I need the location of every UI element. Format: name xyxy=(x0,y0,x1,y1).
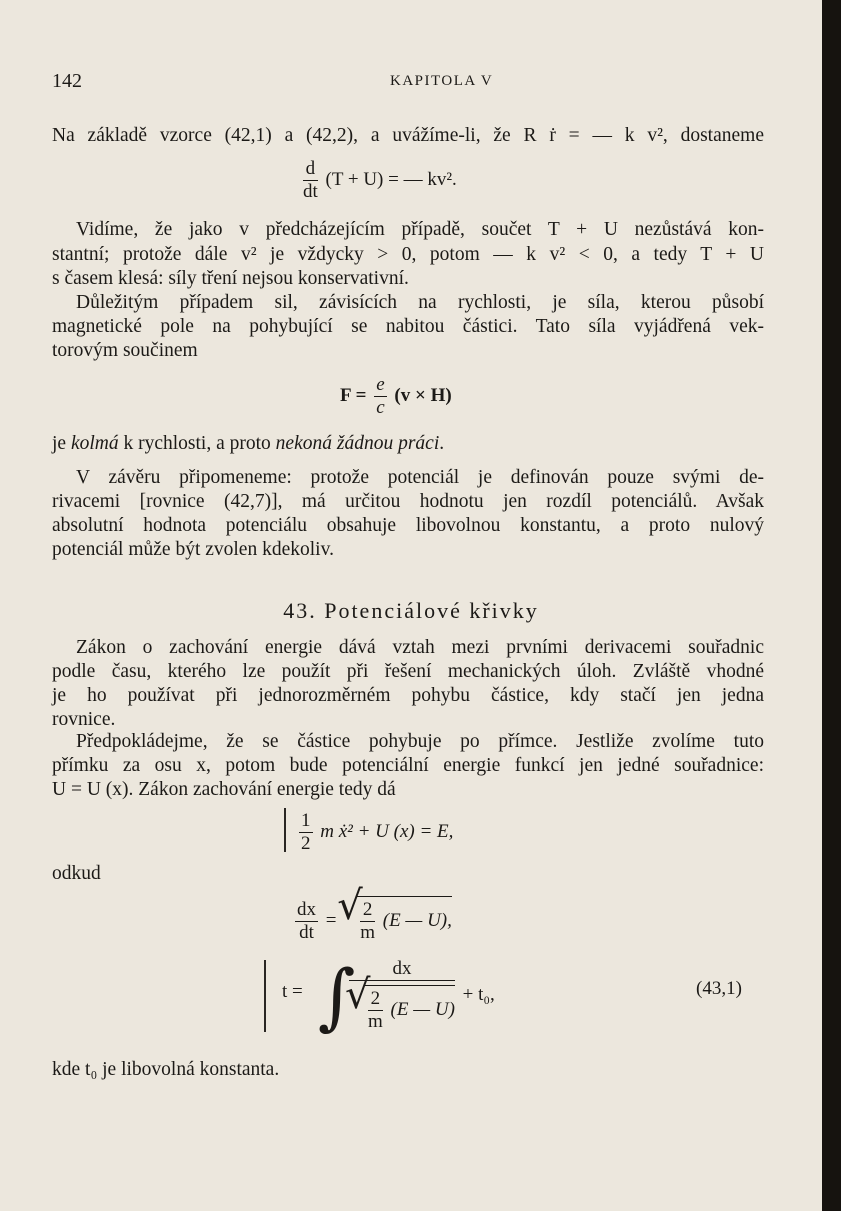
para2-line1: Vidíme, že jako v předcházejícím případě, součet T + U nezůstává kon- xyxy=(76,219,764,240)
dx-dt-fraction xyxy=(295,899,318,944)
margin-mark xyxy=(284,808,286,852)
frac-numerator: √ 2 xyxy=(368,988,383,1011)
frac-numerator: dx xyxy=(297,899,316,920)
para5-line4: potenciál může být zvolen kdekoliv. xyxy=(52,539,334,560)
two-over-m-fraction xyxy=(368,988,383,1033)
text-segment: . xyxy=(439,433,445,454)
square-root xyxy=(341,896,452,944)
emphasis-kolma: kolmá xyxy=(70,433,119,454)
para6-line2: podle času, kterého lze použít při řešení mechanických úloh. Zvláště vhodné xyxy=(52,661,764,682)
para6-line1: Zákon o zachování energie dává vztah mezi prvními derivacemi souřadnic xyxy=(76,637,764,658)
equation-energy-conservation xyxy=(296,810,453,855)
root-rest: (E — U) xyxy=(390,998,455,1020)
para7-line1: Předpokládejme, že se částice pohybuje po přímce. Jestliže zvolíme tuto xyxy=(76,731,764,752)
para2-line3: s časem klesá: síly tření nejsou konservativní. xyxy=(52,268,409,289)
equation-lhs: F = xyxy=(340,384,372,406)
equation-time-integrand xyxy=(346,958,495,1033)
odkud-word: odkud xyxy=(52,863,101,884)
frac-numerator: e xyxy=(376,374,385,395)
frac-numerator: dx xyxy=(349,958,455,981)
equation-rest: m ẋ² + U (x) = E, xyxy=(320,820,454,842)
margin-mark xyxy=(264,960,266,1032)
para2-line2: stantní; protože dále v² je vždycky > 0, potom — k v² < 0, a tedy T + U xyxy=(52,244,764,265)
para5-line2: rivacemi [rovnice (42,7)], má určitou hodnotu jen rozdíl potenciálů. Avšak xyxy=(52,491,764,512)
equation-lorentz-force xyxy=(340,374,452,419)
page-header xyxy=(52,70,792,94)
equation-time-lhs: t = xyxy=(282,981,303,1002)
para7-line3: U = U (x). Zákon zachování energie tedy dá xyxy=(52,779,396,800)
para5-line3: absolutní hodnota potenciálu obsahuje libovolnou konstantu, a proto nulový xyxy=(52,515,764,536)
integrand-fraction xyxy=(349,958,455,1033)
para3-line2: magnetické pole na pohybující se nabitou částici. Tato síla vyjádřená vek- xyxy=(52,316,764,337)
text-segment: k rychlosti, a proto xyxy=(118,433,276,454)
running-head: KAPITOLA V xyxy=(390,73,494,89)
para4-line1 xyxy=(52,432,764,456)
para5-line1: V závěru připomeneme: protože potenciál je definován pouze svými de- xyxy=(76,467,764,488)
frac-denominator: m xyxy=(368,1011,383,1032)
equation-energy-decrease xyxy=(300,158,457,203)
equals-sign: = xyxy=(325,909,337,931)
equation-rest: + t₀, xyxy=(462,983,495,1005)
square-root xyxy=(349,985,455,1033)
e-over-c-fraction xyxy=(374,374,386,419)
para3-line1: Důležitým případem sil, závisících na rychlosti, je síla, kterou působí xyxy=(76,292,764,313)
frac-denominator: 2 xyxy=(301,833,311,854)
frac-denominator: dt xyxy=(303,181,318,202)
text-segment: je xyxy=(52,433,71,454)
equation-velocity xyxy=(292,896,452,944)
two-over-m-fraction xyxy=(360,899,375,944)
para6-line4: rovnice. xyxy=(52,709,116,730)
section-heading: 43. Potenciálové křivky xyxy=(283,598,539,623)
frac-denominator xyxy=(349,981,455,1033)
integral-sign: ∫ xyxy=(318,954,356,1038)
para7-line2: přímku za osu x, potom bude potenciální energie funkcí jen jedné souřadnice: xyxy=(52,755,764,776)
derivative-fraction xyxy=(303,158,318,203)
equation-number: (43,1) xyxy=(696,978,742,999)
frac-numerator: 1 xyxy=(301,810,311,831)
half-fraction xyxy=(299,810,313,855)
frac-denominator: m xyxy=(360,922,375,943)
frac-numerator: √ 2 xyxy=(360,899,375,922)
para1-line1: Na základě vzorce (42,1) a (42,2), a uvážíme-li, že R ṙ = — k v², dostaneme xyxy=(52,125,764,146)
equation-rest: (v × H) xyxy=(394,384,452,406)
page-edge-shadow xyxy=(822,0,841,1211)
frac-denominator: c xyxy=(376,397,385,418)
final-line: kde t₀ je libovolná konstanta. xyxy=(52,1059,280,1080)
emphasis-no-work: nekoná žádnou práci xyxy=(275,433,440,454)
frac-numerator: d xyxy=(303,158,318,181)
equation-rest: (T + U) = — kv². xyxy=(325,168,457,190)
para3-line3: torovým součinem xyxy=(52,340,198,361)
page-number: 142 xyxy=(52,70,82,92)
root-rest: (E — U), xyxy=(382,909,452,931)
para6-line3: je ho používat při jednorozměrném pohybu částice, kdy stačí jen jedna xyxy=(52,685,764,706)
frac-denominator: dt xyxy=(299,922,314,943)
